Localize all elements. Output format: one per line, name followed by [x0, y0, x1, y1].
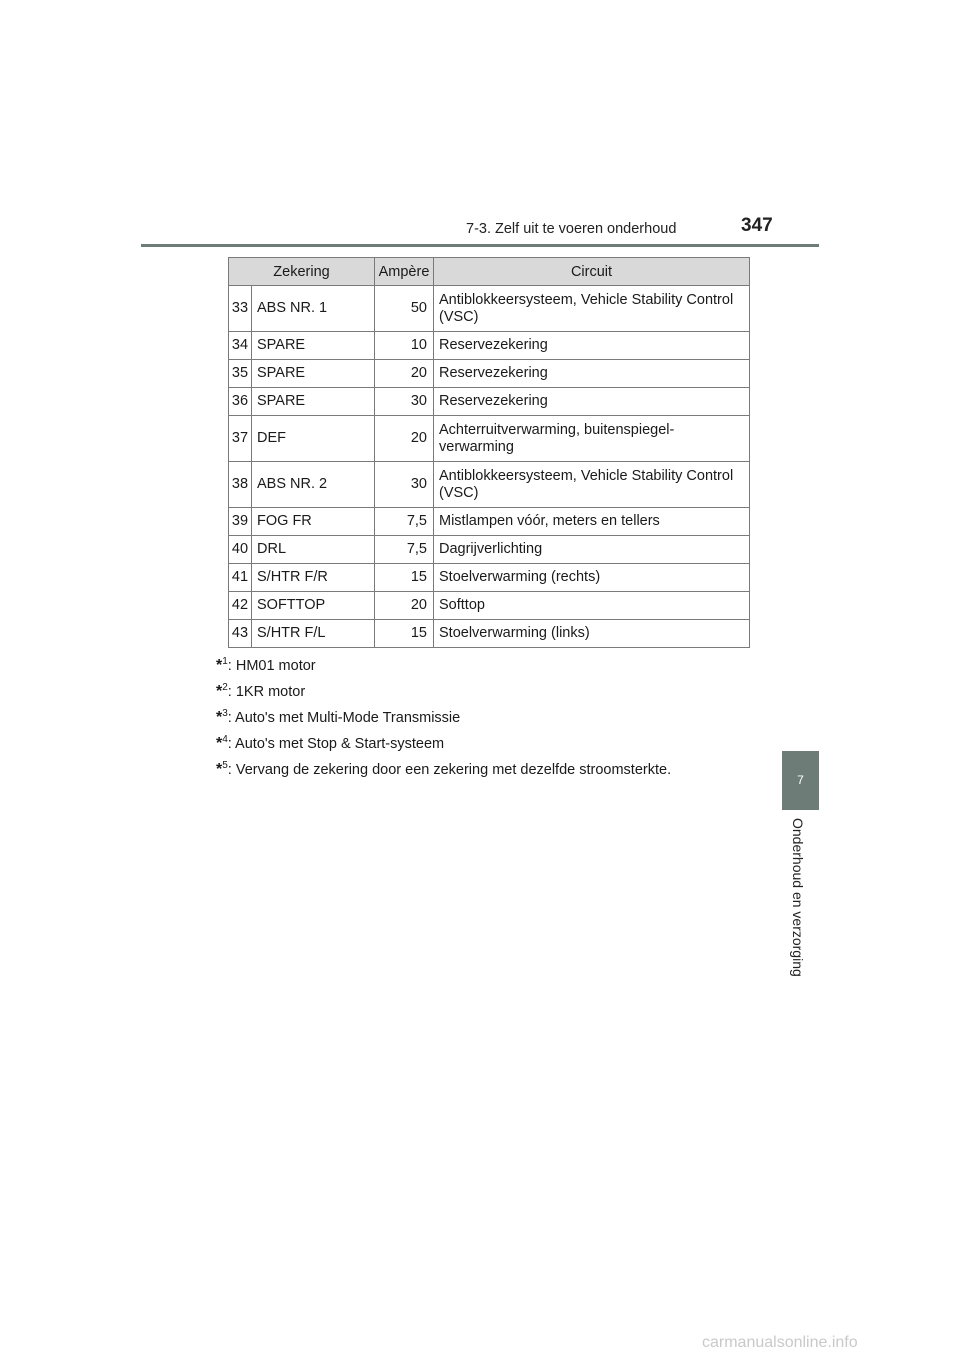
- fuse-name: SOFTTOP: [252, 592, 375, 620]
- footnote-text: : Auto's met Stop & Start-systeem: [227, 736, 445, 752]
- fuse-ampere: 20: [375, 360, 434, 388]
- chapter-number: 7: [797, 773, 804, 787]
- fuse-ampere: 7,5: [375, 508, 434, 536]
- footnote-mark: 3: [222, 708, 228, 719]
- fuse-number: 35: [229, 360, 252, 388]
- footnote-asterisk: *: [216, 761, 223, 778]
- fuse-name: ABS NR. 1: [252, 286, 375, 332]
- fuse-circuit: Stoelverwarming (rechts): [434, 564, 750, 592]
- fuse-ampere: 7,5: [375, 536, 434, 564]
- fuse-ampere: 15: [375, 564, 434, 592]
- fuse-circuit: Antiblokkeersysteem, Vehicle Stability Control (VSC): [434, 286, 750, 332]
- table-row: [229, 360, 750, 388]
- fuse-table: [228, 257, 750, 648]
- fuse-circuit: Dagrijverlichting: [434, 536, 750, 564]
- fuse-name: SPARE: [252, 388, 375, 416]
- table-row: [229, 416, 750, 462]
- fuse-number: 40: [229, 536, 252, 564]
- fuse-circuit: Antiblokkeersysteem, Vehicle Stability Control (VSC): [434, 462, 750, 508]
- table-row: [229, 332, 750, 360]
- fuse-name: DEF: [252, 416, 375, 462]
- fuse-name: S/HTR F/L: [252, 620, 375, 648]
- footnote-text: : Vervang de zekering door een zekering met dezelfde stroomsterkte.: [227, 762, 672, 778]
- footnote: [216, 657, 776, 683]
- column-header-ampere: Ampère: [375, 258, 434, 286]
- footnote: [216, 761, 776, 787]
- fuse-number: 41: [229, 564, 252, 592]
- watermark: carmanualsonline.info: [702, 1334, 858, 1351]
- footnotes: [216, 657, 776, 787]
- column-header-circuit: Circuit: [434, 258, 750, 286]
- footnote-asterisk: *: [216, 709, 223, 726]
- table-header-row: [229, 258, 750, 286]
- fuse-circuit: Achterruitverwarming, buitenspiegel-verwarming: [434, 416, 750, 462]
- fuse-number: 36: [229, 388, 252, 416]
- table-row: [229, 592, 750, 620]
- footnote: [216, 683, 776, 709]
- fuse-number: 42: [229, 592, 252, 620]
- column-header-zekering: Zekering: [229, 258, 375, 286]
- fuse-circuit: Mistlampen vóór, meters en tellers: [434, 508, 750, 536]
- footnote-mark: 5: [222, 760, 228, 771]
- section-title: 7-3. Zelf uit te voeren onderhoud: [466, 221, 677, 237]
- fuse-name: SPARE: [252, 360, 375, 388]
- fuse-ampere: 30: [375, 462, 434, 508]
- table-row: [229, 508, 750, 536]
- footnote-text: : 1KR motor: [227, 684, 306, 700]
- footnote: [216, 709, 776, 735]
- fuse-ampere: 50: [375, 286, 434, 332]
- page-number: 347: [741, 215, 773, 236]
- fuse-circuit: Softtop: [434, 592, 750, 620]
- fuse-ampere: 20: [375, 592, 434, 620]
- fuse-circuit: Stoelverwarming (links): [434, 620, 750, 648]
- chapter-label: Onderhoud en verzorging: [790, 818, 806, 977]
- footnote-mark: 1: [222, 656, 228, 667]
- chapter-tab: [782, 751, 819, 810]
- fuse-name: DRL: [252, 536, 375, 564]
- fuse-number: 37: [229, 416, 252, 462]
- footnote-asterisk: *: [216, 735, 223, 752]
- fuse-ampere: 30: [375, 388, 434, 416]
- fuse-ampere: 20: [375, 416, 434, 462]
- fuse-number: 43: [229, 620, 252, 648]
- fuse-number: 39: [229, 508, 252, 536]
- footnote: [216, 735, 776, 761]
- fuse-number: 33: [229, 286, 252, 332]
- table-row: [229, 564, 750, 592]
- fuse-circuit: Reservezekering: [434, 332, 750, 360]
- footnote-text: : Auto's met Multi-Mode Transmissie: [227, 710, 461, 726]
- table-row: [229, 286, 750, 332]
- fuse-table-body: [229, 286, 750, 648]
- footnote-asterisk: *: [216, 657, 223, 674]
- fuse-name: FOG FR: [252, 508, 375, 536]
- fuse-name: ABS NR. 2: [252, 462, 375, 508]
- fuse-ampere: 15: [375, 620, 434, 648]
- header-divider: [141, 244, 819, 247]
- fuse-name: S/HTR F/R: [252, 564, 375, 592]
- fuse-ampere: 10: [375, 332, 434, 360]
- footnote-asterisk: *: [216, 683, 223, 700]
- fuse-number: 38: [229, 462, 252, 508]
- table-row: [229, 536, 750, 564]
- table-row: [229, 620, 750, 648]
- table-row: [229, 388, 750, 416]
- fuse-name: SPARE: [252, 332, 375, 360]
- fuse-number: 34: [229, 332, 252, 360]
- footnote-text: : HM01 motor: [227, 658, 316, 674]
- fuse-circuit: Reservezekering: [434, 388, 750, 416]
- footnote-mark: 2: [222, 682, 228, 693]
- footnote-mark: 4: [222, 734, 228, 745]
- fuse-circuit: Reservezekering: [434, 360, 750, 388]
- table-row: [229, 462, 750, 508]
